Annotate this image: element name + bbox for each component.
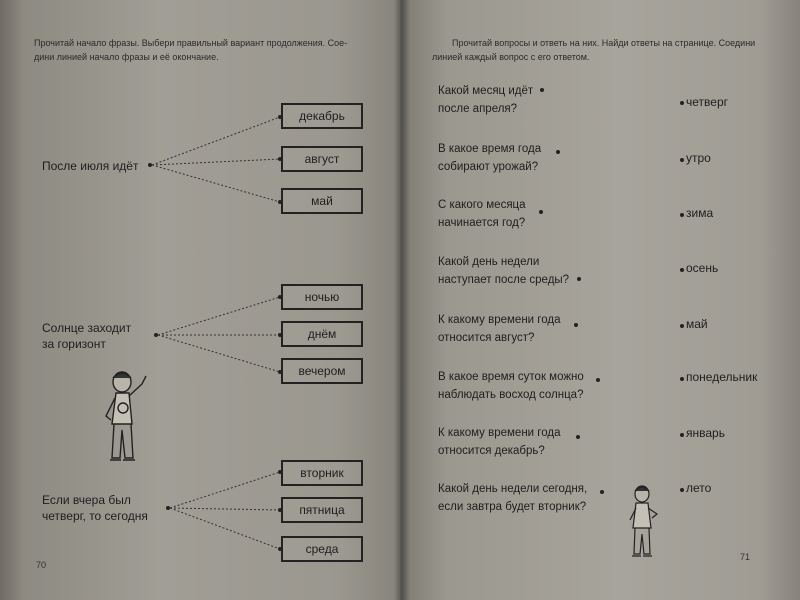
- question-line: наблюдать восход солнца?: [438, 389, 584, 401]
- child-illustration-icon: [624, 484, 664, 564]
- left-instruction-line2: дини линией начало фразы и её окончание.: [34, 52, 219, 62]
- option-dot[interactable]: [278, 370, 282, 374]
- question-dot[interactable]: [600, 490, 604, 494]
- question-dot[interactable]: [556, 150, 560, 154]
- page-number-right: 71: [740, 552, 751, 562]
- question-line: начинается год?: [438, 217, 526, 229]
- option-dot[interactable]: [278, 333, 282, 337]
- option-label: август: [304, 152, 340, 166]
- answer-label: январь: [686, 426, 725, 440]
- answer-label: четверг: [686, 95, 728, 109]
- question-line: относится август?: [438, 332, 535, 344]
- option-dot[interactable]: [278, 157, 282, 161]
- question-line: К какому времени года: [438, 427, 561, 439]
- answer-dot[interactable]: [680, 433, 684, 437]
- option-dot[interactable]: [278, 295, 282, 299]
- page-number-left: 70: [36, 560, 47, 570]
- phrase-dot[interactable]: [148, 163, 152, 167]
- answer-dot[interactable]: [680, 488, 684, 492]
- connector-line: [158, 335, 280, 372]
- option-box[interactable]: [281, 284, 363, 310]
- answer-label: утро: [686, 151, 711, 165]
- question-line: если завтра будет вторник?: [438, 501, 587, 513]
- question-line: К какому времени года: [438, 314, 561, 326]
- question-line: Какой день недели сегодня,: [438, 483, 588, 495]
- option-label: ночью: [304, 290, 340, 304]
- phrase-group2-line2: за горизонт: [42, 337, 106, 351]
- option-label: среда: [305, 542, 339, 556]
- option-box[interactable]: [281, 321, 363, 347]
- answer-label: понедельник: [686, 370, 758, 384]
- phrase-group1-line1: После июля идёт: [42, 159, 139, 173]
- question-dot[interactable]: [539, 210, 543, 214]
- option-box[interactable]: [281, 497, 363, 523]
- connector-line: [158, 297, 280, 335]
- answer-label: май: [686, 317, 708, 331]
- connector-line: [152, 159, 280, 165]
- option-box[interactable]: [281, 188, 363, 214]
- answer-dot[interactable]: [680, 213, 684, 217]
- option-label: вторник: [300, 466, 344, 480]
- connector-line: [170, 508, 280, 549]
- question-line: В какое время года: [438, 143, 542, 155]
- phrase-group3-line2: четверг, то сегодня: [42, 509, 148, 523]
- boy-illustration-icon: [98, 368, 160, 470]
- option-box[interactable]: [281, 536, 363, 562]
- answer-label: зима: [686, 206, 714, 220]
- phrase-dot[interactable]: [166, 506, 170, 510]
- phrase-dot[interactable]: [154, 333, 158, 337]
- option-dot[interactable]: [278, 508, 282, 512]
- option-dot[interactable]: [278, 200, 282, 204]
- question-dot[interactable]: [576, 435, 580, 439]
- option-label: пятница: [299, 503, 345, 517]
- answer-dot[interactable]: [680, 158, 684, 162]
- question-line: относится декабрь?: [438, 445, 545, 457]
- question-line: собирают урожай?: [438, 161, 539, 173]
- answer-dot[interactable]: [680, 268, 684, 272]
- option-box[interactable]: [281, 460, 363, 486]
- option-box[interactable]: [281, 358, 363, 384]
- connector-line: [152, 165, 280, 202]
- connector-line: [152, 117, 280, 165]
- answer-dot[interactable]: [680, 101, 684, 105]
- question-line: Какой месяц идёт: [438, 85, 534, 97]
- question-dot[interactable]: [540, 88, 544, 92]
- left-instruction-line1: Прочитай начало фразы. Выбери правильный вариант продолжения. Сое-: [34, 38, 348, 48]
- book-gutter: [394, 0, 410, 600]
- option-dot[interactable]: [278, 115, 282, 119]
- question-line: наступает после среды?: [438, 274, 570, 286]
- option-label: днём: [307, 327, 337, 341]
- phrase-group2-line1: Солнце заходит: [42, 321, 132, 335]
- option-dot[interactable]: [278, 547, 282, 551]
- option-label: вечером: [298, 364, 346, 378]
- answer-label: осень: [686, 261, 719, 275]
- connector-line: [170, 472, 280, 508]
- question-line: после апреля?: [438, 103, 518, 115]
- question-line: С какого месяца: [438, 199, 526, 211]
- question-line: Какой день недели: [438, 256, 540, 268]
- question-dot[interactable]: [574, 323, 578, 327]
- option-label: май: [311, 194, 333, 208]
- question-line: В какое время суток можно: [438, 371, 584, 383]
- question-dot[interactable]: [577, 277, 581, 281]
- connector-line: [170, 508, 280, 510]
- option-label: декабрь: [299, 109, 345, 123]
- option-box[interactable]: [281, 103, 363, 129]
- right-instruction-line1: Прочитай вопросы и ответь на них. Найди ответы на странице. Соедини: [452, 38, 756, 48]
- right-instruction-line2: линией каждый вопрос с его ответом.: [432, 52, 590, 62]
- answer-dot[interactable]: [680, 324, 684, 328]
- answer-dot[interactable]: [680, 377, 684, 381]
- option-box[interactable]: [281, 146, 363, 172]
- answer-label: лето: [686, 481, 712, 495]
- question-dot[interactable]: [596, 378, 600, 382]
- right-page: [400, 0, 800, 600]
- option-dot[interactable]: [278, 470, 282, 474]
- phrase-group3-line1: Если вчера был: [42, 493, 131, 507]
